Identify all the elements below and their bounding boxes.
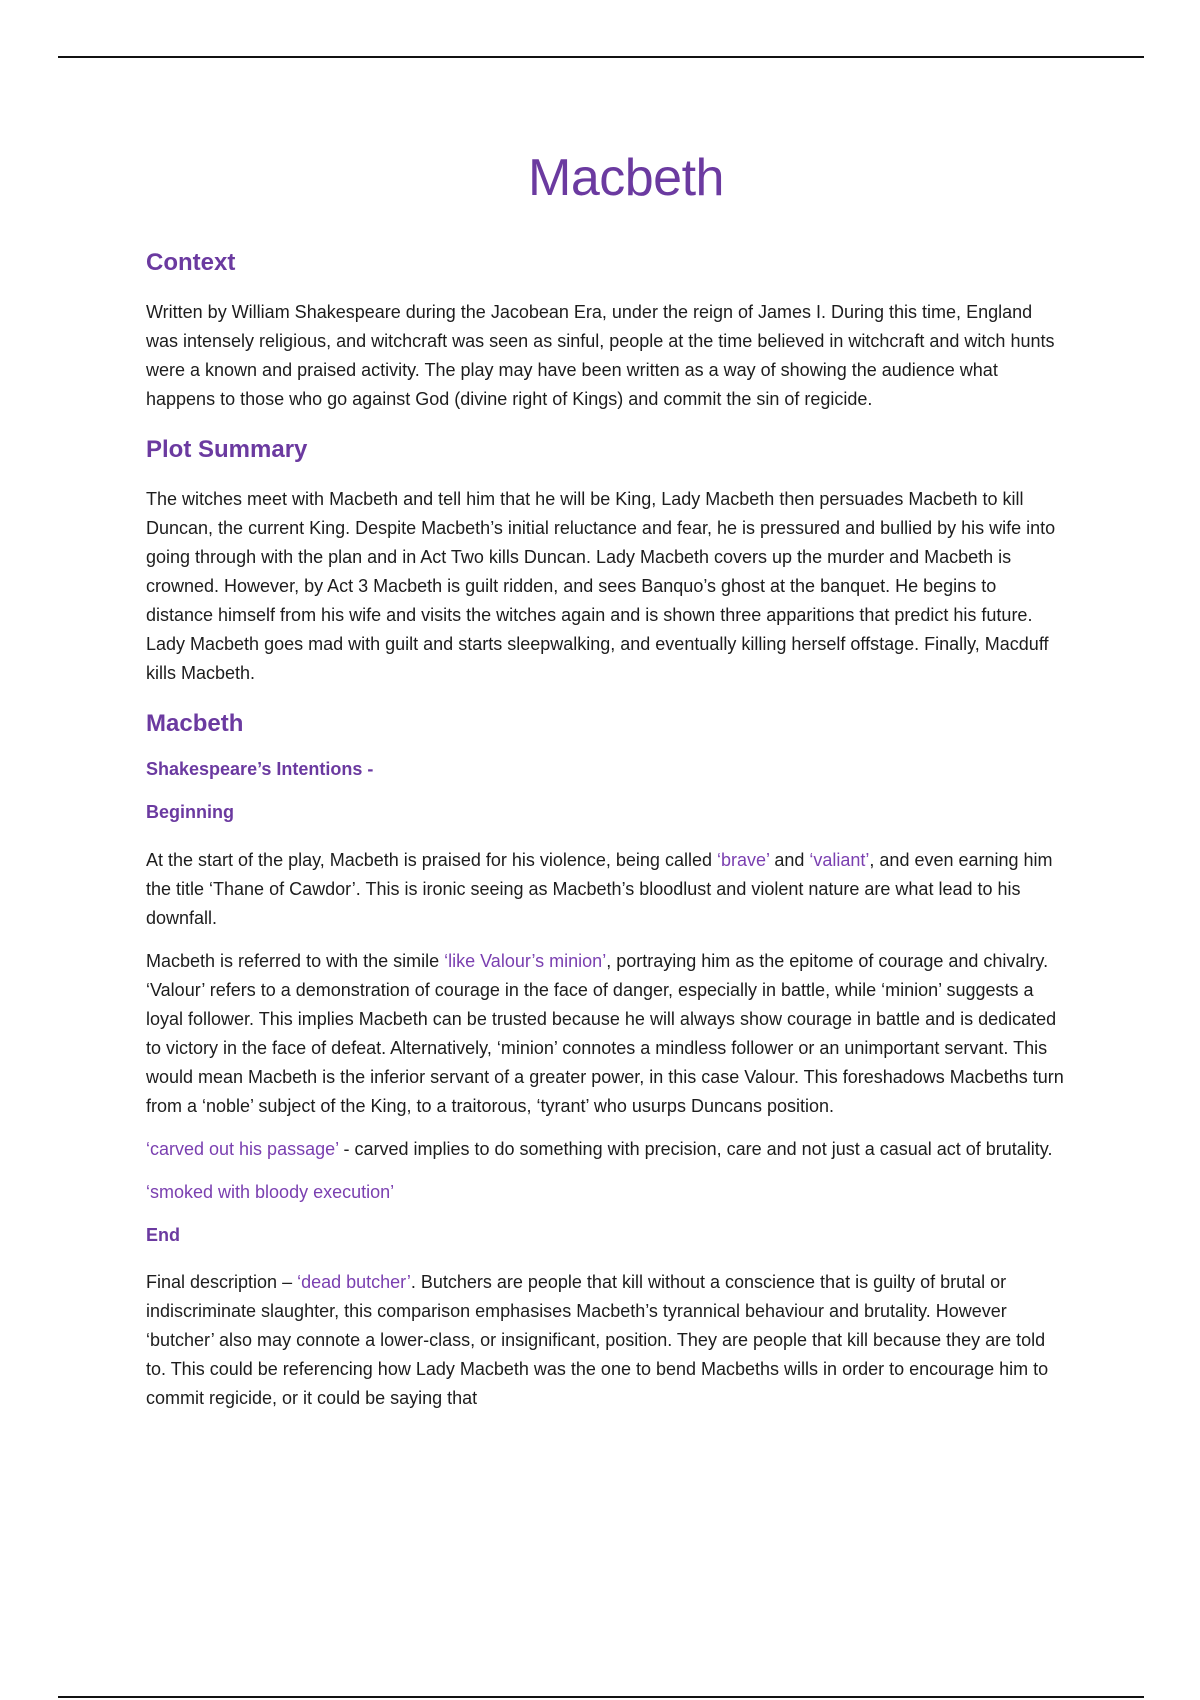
text-run: - carved implies to do something with precision, care and not just a casual act of brutality. [338, 1138, 1053, 1159]
quote: ‘brave’ [716, 849, 770, 870]
document-body [146, 150, 1066, 1427]
macbeth-section [146, 710, 1066, 1414]
beginning-paragraph-2 [146, 947, 1066, 1121]
bottom-rule [58, 1696, 1144, 1698]
text-run: . Butchers are people that kill without a conscience that is guilty of brutal or indiscriminate slaughter, this comparison emphasises Macbeth’s tyrannical behaviour and brutality. However ‘butcher’ also may connote a lower-class, or insignificant, position. They are people that kill because they are told to. This could be referencing how Lady Macbeth was the one to bend Macbeths wills in order to encourage him to commit regicide, or it could be saying that [146, 1272, 1049, 1409]
plot-summary-section [146, 436, 1066, 688]
context-paragraph: Written by William Shakespeare during the Jacobean Era, under the reign of James I. During this time, England was intensely religious, and witchcraft was seen as sinful, people at the time believed in witchcraft and witch hunts were a known and praised activity. The play may have been written as a way of showing the audience what happens to those who go against God (divine right of Kings) and commit the sin of regicide. [146, 301, 1055, 409]
beginning-paragraph-1 [146, 846, 1066, 933]
plot-summary-paragraph: The witches meet with Macbeth and tell him that he will be King, Lady Macbeth then persuades Macbeth to kill Duncan, the current King. Despite Macbeth’s initial reluctance and fear, he is pressured and bullied by his wife into going through with the plan and in Act Two kills Duncan. Lady Macbeth covers up the murder and Macbeth is crowned. However, by Act 3 Macbeth is guilt ridden, and sees Banquo’s ghost at the banquet. He begins to distance himself from his wife and visits the witches again and is shown three apparitions that predict his future. Lady Macbeth goes mad with guilt and starts sleepwalking, and eventually killing herself offstage. Finally, Macduff kills Macbeth. [146, 488, 1056, 683]
context-heading: Context [146, 249, 236, 277]
end-paragraph [146, 1268, 1066, 1413]
context-section [146, 249, 1066, 414]
top-rule [58, 56, 1144, 58]
text-run: , and even earning him the title ‘Thane of Cawdor’. This is ironic seeing as Macbeth’s bloodlust and violent nature are what lead to his downfall. [146, 849, 1053, 928]
text-run: Final description – [146, 1272, 298, 1293]
quote: ‘valiant’ [809, 849, 870, 870]
plot-summary-heading: Plot Summary [146, 435, 308, 463]
beginning-paragraph-4 [146, 1178, 1066, 1207]
intentions-heading: Shakespeare’s Intentions - [146, 758, 374, 779]
text-run: and [769, 849, 810, 870]
text-run: At the start of the play, Macbeth is praised for his violence, being called [146, 849, 717, 870]
end-heading: End [146, 1224, 180, 1245]
quote: ‘carved out his passage’ [146, 1138, 339, 1159]
text-run: , portraying him as the epitome of courage and chivalry. ‘Valour’ refers to a demonstration of courage in the face of danger, especially in battle, while ‘minion’ suggests a loyal follower. This implies Macbeth can be trusted because he will always show courage in battle and is dedicated to victory in the face of defeat. Alternatively, ‘minion’ connotes a mindless follower or an unimportant servant. This would mean Macbeth is the inferior servant of a greater power, in this case Valour. This foreshadows Macbeths turn from a ‘noble’ subject of the King, to a traitorous, ‘tyrant’ who usurps Duncans position. [146, 950, 1064, 1116]
beginning-paragraph-3 [146, 1135, 1066, 1164]
text-run: Macbeth is referred to with the simile [146, 950, 445, 971]
beginning-heading: Beginning [146, 802, 234, 823]
macbeth-heading: Macbeth [146, 709, 244, 737]
quote: ‘like Valour’s minion’ [444, 950, 607, 971]
quote: ‘dead butcher’ [297, 1272, 411, 1293]
quote: ‘smoked with bloody execution’ [146, 1181, 395, 1202]
page-title: Macbeth [528, 149, 724, 207]
